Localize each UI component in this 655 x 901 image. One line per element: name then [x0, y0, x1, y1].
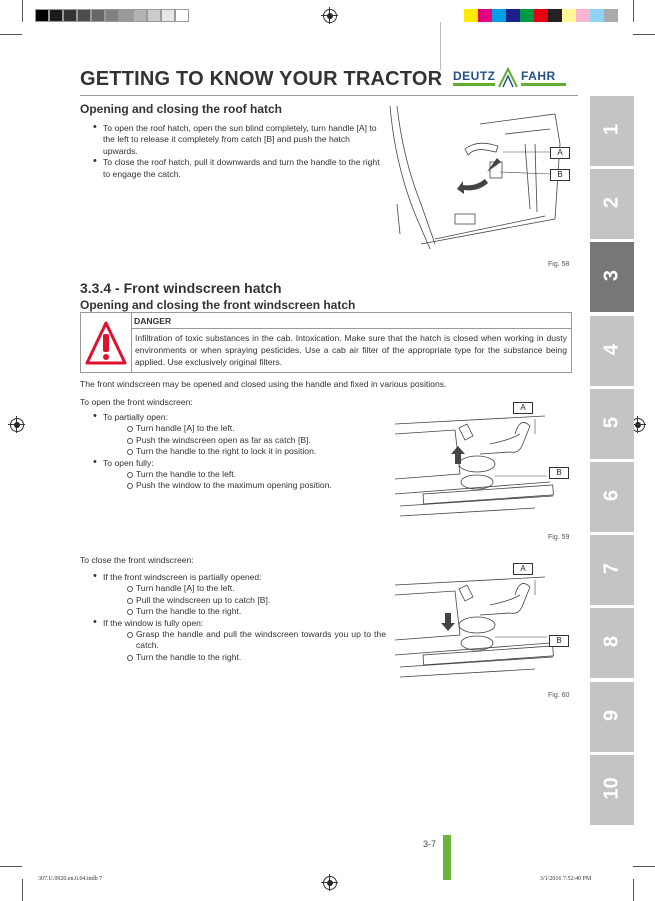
logo-text-right: FAHR [521, 69, 556, 83]
color-swatch [464, 9, 478, 22]
crop-mark [0, 866, 22, 867]
fig58-label-b: B [550, 169, 570, 181]
gray-swatch [119, 9, 133, 22]
logo-emblem-icon [497, 66, 519, 88]
fig58-caption: Fig. 58 [548, 261, 570, 268]
list-item: Turn handle [A] to the left. [127, 583, 386, 594]
registration-mark-bottom [323, 876, 337, 890]
chapter-tab-label: 6 [600, 489, 623, 502]
list-item: Turn the handle to the right to lock it in position. [127, 446, 381, 457]
color-swatch [534, 9, 548, 22]
crop-mark [22, 0, 23, 22]
chapter-tab-10[interactable] [590, 755, 634, 825]
list-item: • To close the roof hatch, pull it downwards and turn the handle to the right to engage the catch. [91, 157, 387, 180]
gray-swatch [35, 9, 49, 22]
chapter-tab-7[interactable] [590, 535, 634, 605]
step-group-label: If the window is fully open: [103, 617, 204, 628]
list-item [91, 412, 381, 458]
list-item: Pull the windscreen up to catch [B]. [127, 595, 386, 606]
crop-mark [633, 866, 655, 867]
crop-mark [0, 34, 22, 35]
fig59-label-b: B [549, 467, 569, 479]
crop-mark [22, 879, 23, 901]
fig59-caption: Fig. 59 [548, 534, 570, 541]
chapter-tab-label: 2 [600, 197, 623, 209]
gray-swatch [133, 9, 147, 22]
list-item: Turn the handle to the right. [127, 606, 386, 617]
windscreen-intro: The front windscreen may be opened and closed using the handle and fixed in various positions. [80, 379, 447, 389]
header-rule [80, 95, 578, 96]
color-swatch [590, 9, 604, 22]
gray-swatch [147, 9, 161, 22]
chapter-tab-label: 3 [600, 270, 623, 282]
fig58-label-a: A [550, 147, 570, 159]
list-item: Push the window to the maximum opening position. [127, 480, 381, 491]
danger-notice [80, 312, 572, 373]
crop-guide [440, 22, 441, 70]
fig60-caption: Fig. 60 [548, 692, 570, 699]
chapter-tab-label: 8 [600, 636, 623, 648]
logo-bar-right [521, 83, 566, 86]
color-swatch [492, 9, 506, 22]
color-swatch [562, 9, 576, 22]
chapter-tab-8[interactable] [590, 608, 634, 678]
gray-swatch [91, 9, 105, 22]
section-title: 3.3.4 - Front windscreen hatch [80, 280, 282, 296]
list-item [91, 618, 386, 664]
roof-hatch-instructions [91, 123, 387, 180]
footer-timestamp: 3/1/2016 7:52:40 PM [540, 876, 592, 882]
list-item: Turn the handle to the right. [127, 652, 386, 663]
chapter-tab-6[interactable] [590, 462, 634, 532]
chapter-tab-9[interactable] [590, 682, 634, 752]
chapter-tab-1[interactable] [590, 96, 634, 166]
color-swatch [478, 9, 492, 22]
roof-hatch-illustration [385, 104, 575, 254]
chapter-tab-label: 7 [600, 563, 623, 575]
registration-mark-top [323, 9, 337, 23]
gray-swatch [105, 9, 119, 22]
gray-swatch [175, 9, 189, 22]
fig60-label-b: B [549, 635, 569, 647]
chapter-tab-label: 10 [600, 777, 623, 800]
close-instructions [91, 572, 386, 663]
color-swatch [506, 9, 520, 22]
gray-swatch [161, 9, 175, 22]
chapter-tab-label: 1 [600, 123, 623, 136]
list-item: Turn handle [A] to the left. [127, 423, 381, 434]
danger-divider [132, 328, 571, 329]
chapter-tab-label: 9 [600, 709, 623, 721]
windscreen-heading: Opening and closing the front windscreen hatch [80, 298, 356, 312]
roof-hatch-heading: Opening and closing the roof hatch [80, 102, 283, 116]
windscreen-close-illustration [395, 565, 555, 683]
chapter-tab-4[interactable] [590, 316, 634, 386]
page-number: 3-7 [423, 839, 437, 849]
open-instructions [91, 412, 381, 492]
crop-mark [633, 34, 655, 35]
step-group-label: If the front windscreen is partially opened: [103, 572, 262, 582]
gray-swatch [49, 9, 63, 22]
brand-logo [453, 66, 573, 88]
chapter-tab-label: 5 [600, 416, 623, 428]
list-item: Grasp the handle and pull the windscreen towards you up to the catch. [127, 629, 386, 652]
fig59-label-a: A [513, 402, 533, 414]
gray-swatch [77, 9, 91, 22]
windscreen-open-illustration [395, 404, 555, 522]
page-title: GETTING TO KNOW YOUR TRACTOR [80, 68, 443, 90]
danger-text: Infiltration of toxic substances in the cab. Intoxication. Make sure that the hatch is closed when working in dusty environments or when spraying pesticides. Use a cab air filter of the appropriate type for the substance being applied. Use exclusively original filters. [135, 333, 567, 367]
registration-mark-left [10, 418, 24, 432]
list-item: Push the windscreen open as far as catch [B]. [127, 435, 381, 446]
fig60-label-a: A [513, 563, 533, 575]
color-swatch [520, 9, 534, 22]
crop-mark [633, 879, 634, 901]
close-intro: To close the front windscreen: [80, 555, 194, 565]
crop-mark [633, 0, 634, 22]
step-group-label: To partially open: [103, 412, 168, 422]
chapter-tab-2[interactable] [590, 169, 634, 239]
page-accent-bar [443, 835, 451, 880]
danger-icon [81, 313, 132, 372]
open-intro: To open the front windscreen: [80, 397, 193, 407]
chapter-tab-label: 4 [600, 343, 623, 355]
list-item [91, 572, 386, 618]
danger-title: DANGER [134, 316, 172, 326]
list-item: Turn the handle to the left. [127, 469, 381, 480]
logo-text-left: DEUTZ [453, 69, 496, 83]
chapter-tab-3[interactable] [590, 242, 634, 312]
footer-file: 307.U.0920.en.6.04.indb 7 [38, 876, 103, 882]
color-swatch [576, 9, 590, 22]
list-item [91, 458, 381, 492]
step-group-label: To open fully: [103, 457, 154, 468]
gray-swatch [63, 9, 77, 22]
color-swatch [548, 9, 562, 22]
logo-bar-left [453, 83, 495, 86]
list-item: • To open the roof hatch, open the sun blind completely, turn handle [A] to the left to release it completely from catch [B] and push the hatch upwards. [91, 123, 387, 157]
chapter-tab-5[interactable] [590, 389, 634, 459]
color-swatch [604, 9, 618, 22]
